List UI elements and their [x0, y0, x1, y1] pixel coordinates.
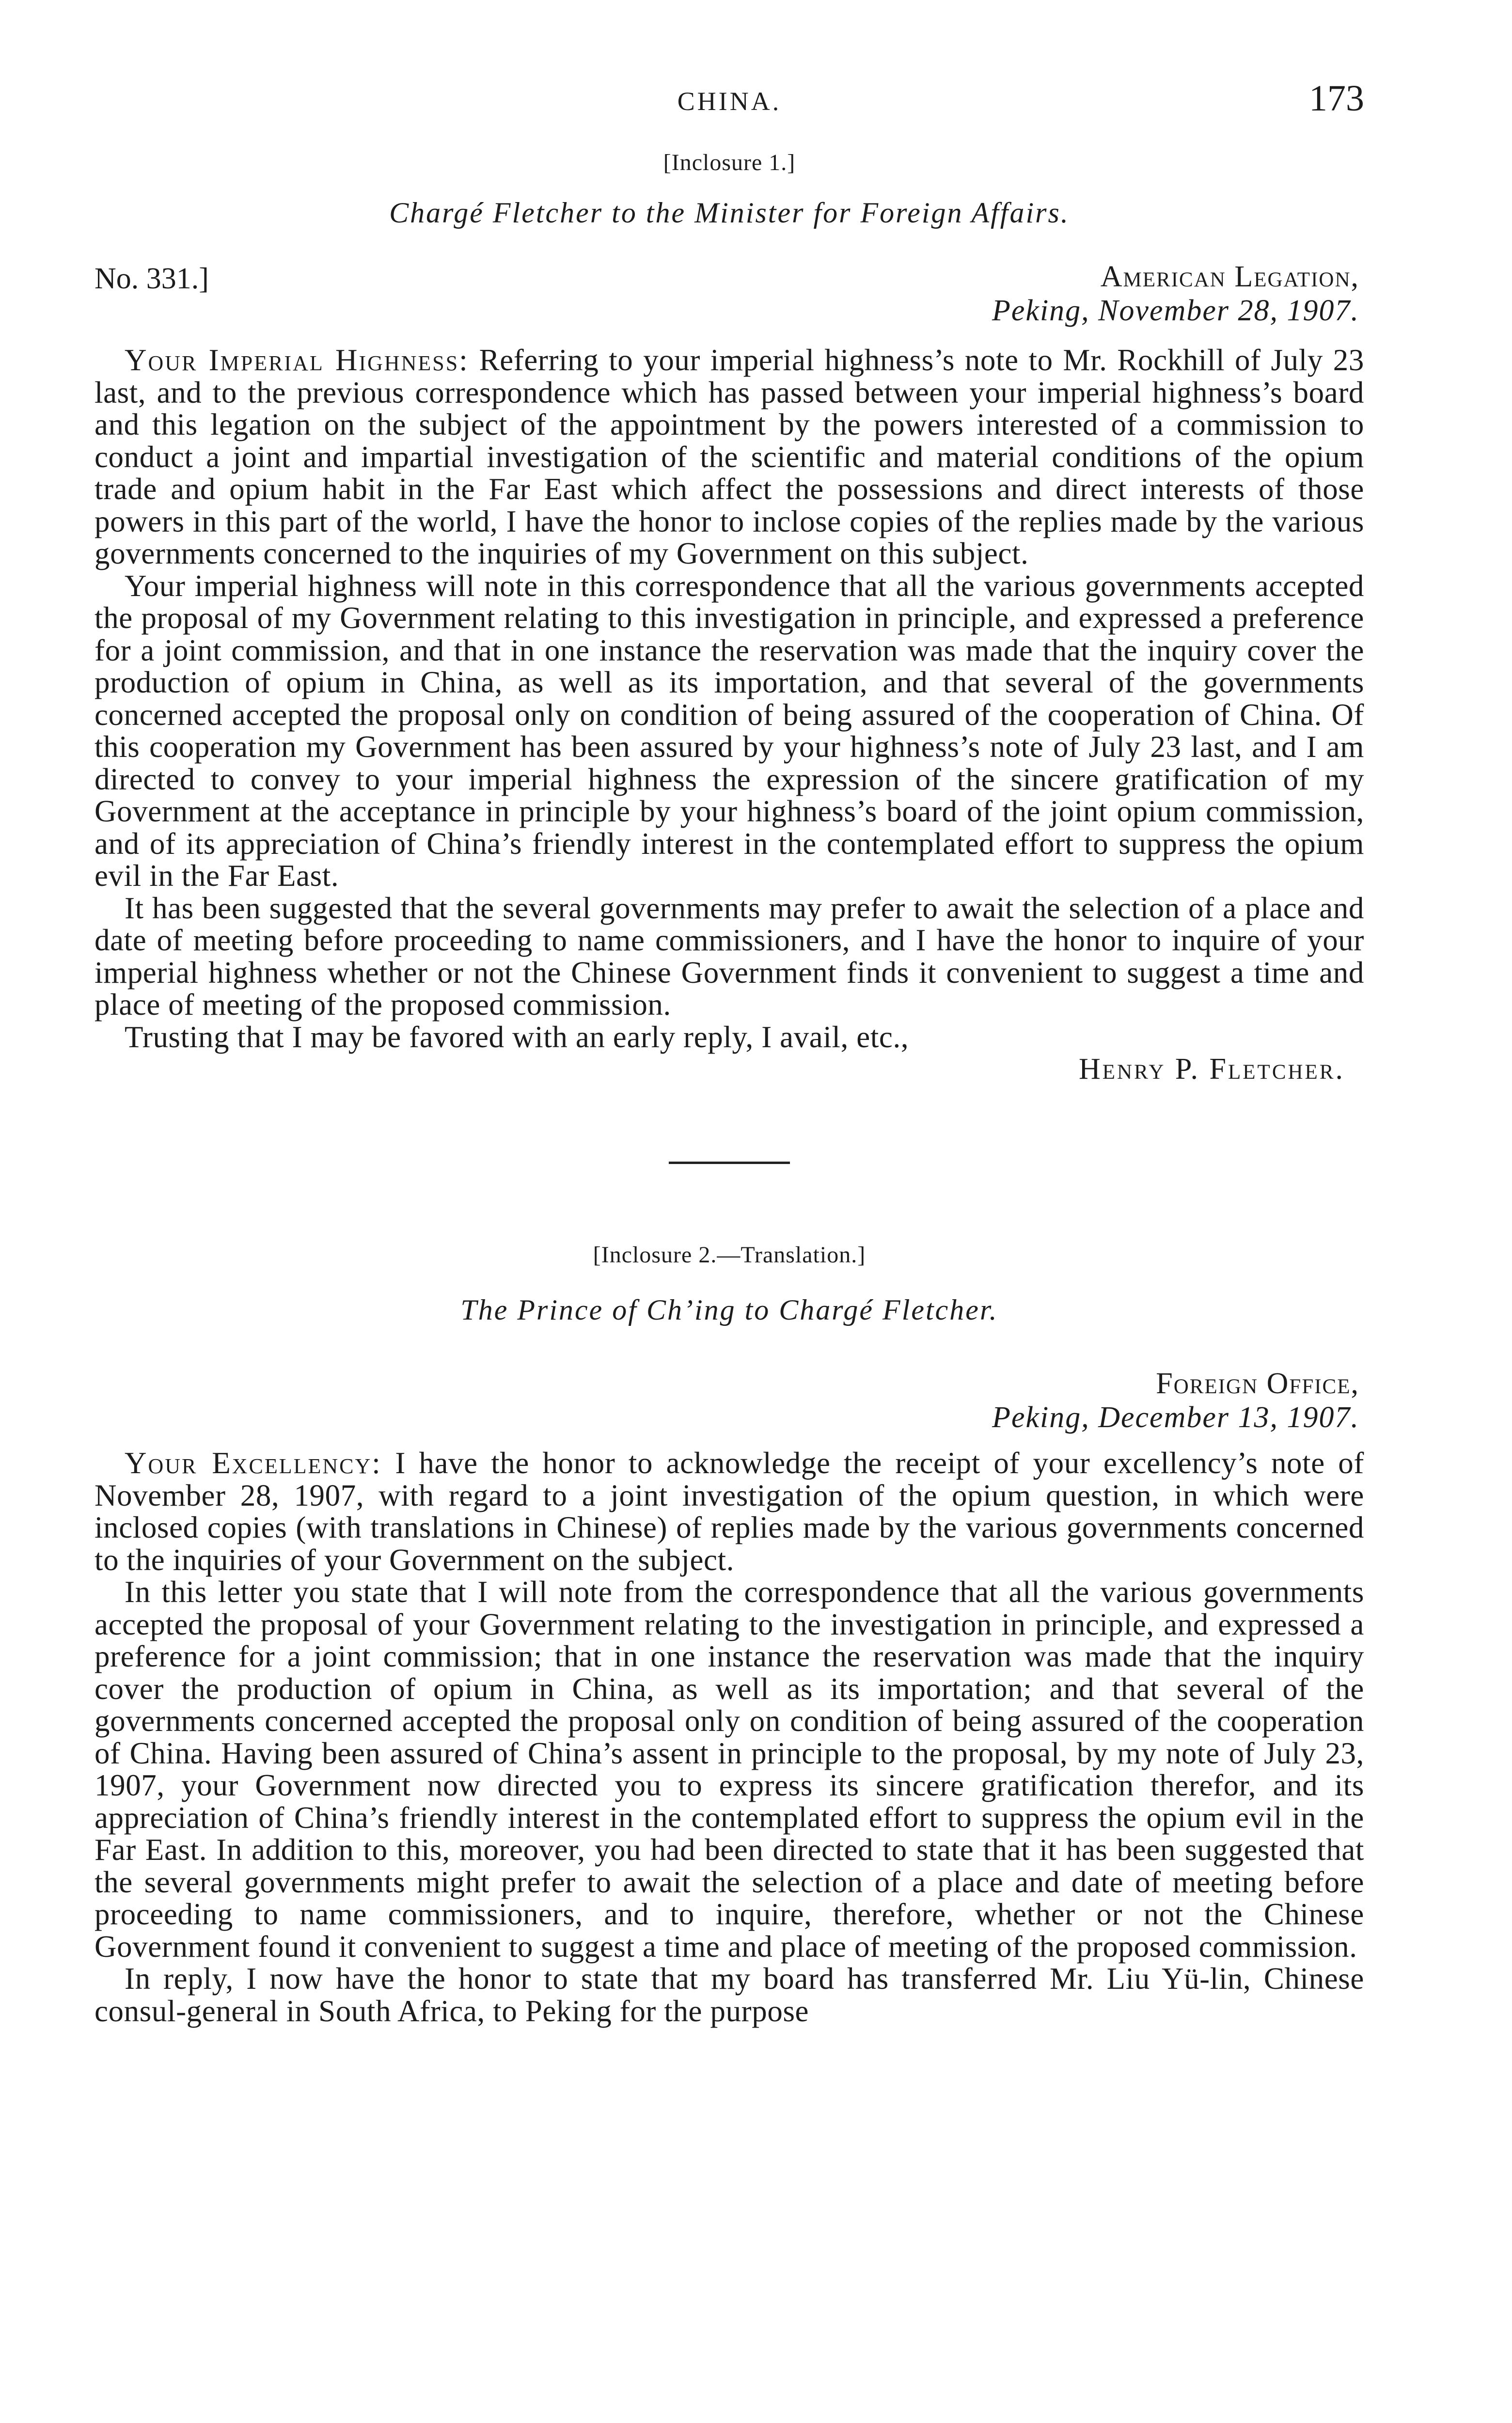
body-paragraph — [94, 344, 1364, 570]
document-number: No. 331.] — [94, 262, 209, 295]
section-divider — [669, 1162, 790, 1164]
dateline-date: Peking, December 13, 1907. — [992, 1401, 1359, 1434]
dateline-row — [94, 1367, 1364, 1444]
paragraph-text: I have the honor to acknowledge the receipt of your excellency’s note of November 28, 1907, with regard to a joint investigation of the opium question, in which were inclosed copies (with translations in Chinese) of replies made by the various governments concerned to the inquiries of your Government on the subject. — [94, 1446, 1364, 1577]
salutation: Your Excellency: — [125, 1446, 382, 1480]
letter-title: Chargé Fletcher to the Minister for Foreign Affairs. — [389, 197, 1070, 229]
paragraph-text: Referring to your imperial highness’s note to Mr. Rockhill of July 23 last, and to the previous correspondence which has passed between your imperial highness’s board and this legation on the subject of the appointment by the powers interested of a commission to conduct a joint and impartial investigation of the scientific and material conditions of the opium trade and opium habit in the Far East which affect the possessions and direct interests of those powers in this part of the world, I have the honor to inclose copies of the replies made by the various governments concerned to the inquiries of my Government on this subject. — [94, 343, 1364, 570]
page-header — [94, 73, 1364, 136]
body-paragraph: In this letter you state that I will note from the correspondence that all the various governments accepted the proposal of your Government relating to the investigation in principle, and expressed a preference for a joint commission; that in one instance the reservation was made that the inquiry cover the production of opium in China, as well as its importation; and that several of the governments concerned accepted the proposal only on condition of being assured of the cooperation of China. Having been assured of China’s assent in principle to the proposal, by my note of July 23, 1907, your Government now directed you to express its sincere gratification therefor, and its appreciation of China’s friendly interest in the contemplated effort to suppress the opium evil in the Far East. In addition to this, moreover, you had been directed to state that it has been suggested that the several governments might prefer to await the selection of a place and date of meeting before proceeding to name commissioners, and to inquire, therefore, whether or not the Chinese Government found it convenient to suggest a time and place of meeting of the proposed commission. — [94, 1575, 1364, 1964]
inclosure-1 — [94, 149, 1364, 1085]
body-paragraph: Your imperial highness will note in this correspondence that all the various governments accepted the proposal of my Government relating to this investigation in principle, and expressed a preference for a joint commission, and that in one instance the reservation was made that the inquiry cover the production of opium in China, as well as its importation, and that several of the governments concerned accepted the proposal only on condition of being assured of the cooperation of China. Of this cooperation my Government has been assured by your highness’s note of July 23 last, and I am directed to convey to your imperial highness the expression of the sincere gratification of my Government at the acceptance in principle by your highness’s board of the joint opium commission, and of its appreciation of China’s friendly interest in the contemplated effort to suppress the opium evil in the Far East. — [94, 568, 1364, 893]
salutation: Your Imperial Highness: — [125, 343, 469, 377]
dateline-row — [94, 260, 1364, 337]
inclosure-label: [Inclosure 2.—Translation.] — [593, 1242, 866, 1268]
dateline-place: American Legation, — [1100, 260, 1359, 293]
inclosure-2 — [94, 1242, 1364, 2027]
signature: Henry P. Fletcher. — [1078, 1053, 1345, 1086]
dateline — [992, 1367, 1359, 1434]
dateline-place: Foreign Office, — [1156, 1367, 1359, 1400]
body-paragraph — [94, 1447, 1364, 1576]
body-paragraph: In reply, I now have the honor to state that my board has transferred Mr. Liu Yü-lin, Chinese consul-general in South Africa, to Peking for the purpose — [94, 1962, 1364, 2028]
inclosure-label: [Inclosure 1.] — [663, 150, 796, 175]
document-page — [94, 73, 1364, 2027]
body-paragraph: It has been suggested that the several governments may prefer to await the selection of a place and date of meeting before proceeding to name commissioners, and I have the honor to inquire of your imperial highness whether or not the Chinese Government finds it convenient to suggest a time and place of meeting of the proposed commission. — [94, 891, 1364, 1022]
dateline-date: Peking, November 28, 1907. — [992, 294, 1359, 327]
dateline — [992, 260, 1359, 328]
body-paragraph: Trusting that I may be favored with an early reply, I avail, etc., — [125, 1020, 909, 1054]
running-head: CHINA. — [677, 87, 782, 116]
page-number: 173 — [1309, 78, 1364, 119]
letter-title: The Prince of Ch’ing to Chargé Fletcher. — [460, 1294, 998, 1326]
